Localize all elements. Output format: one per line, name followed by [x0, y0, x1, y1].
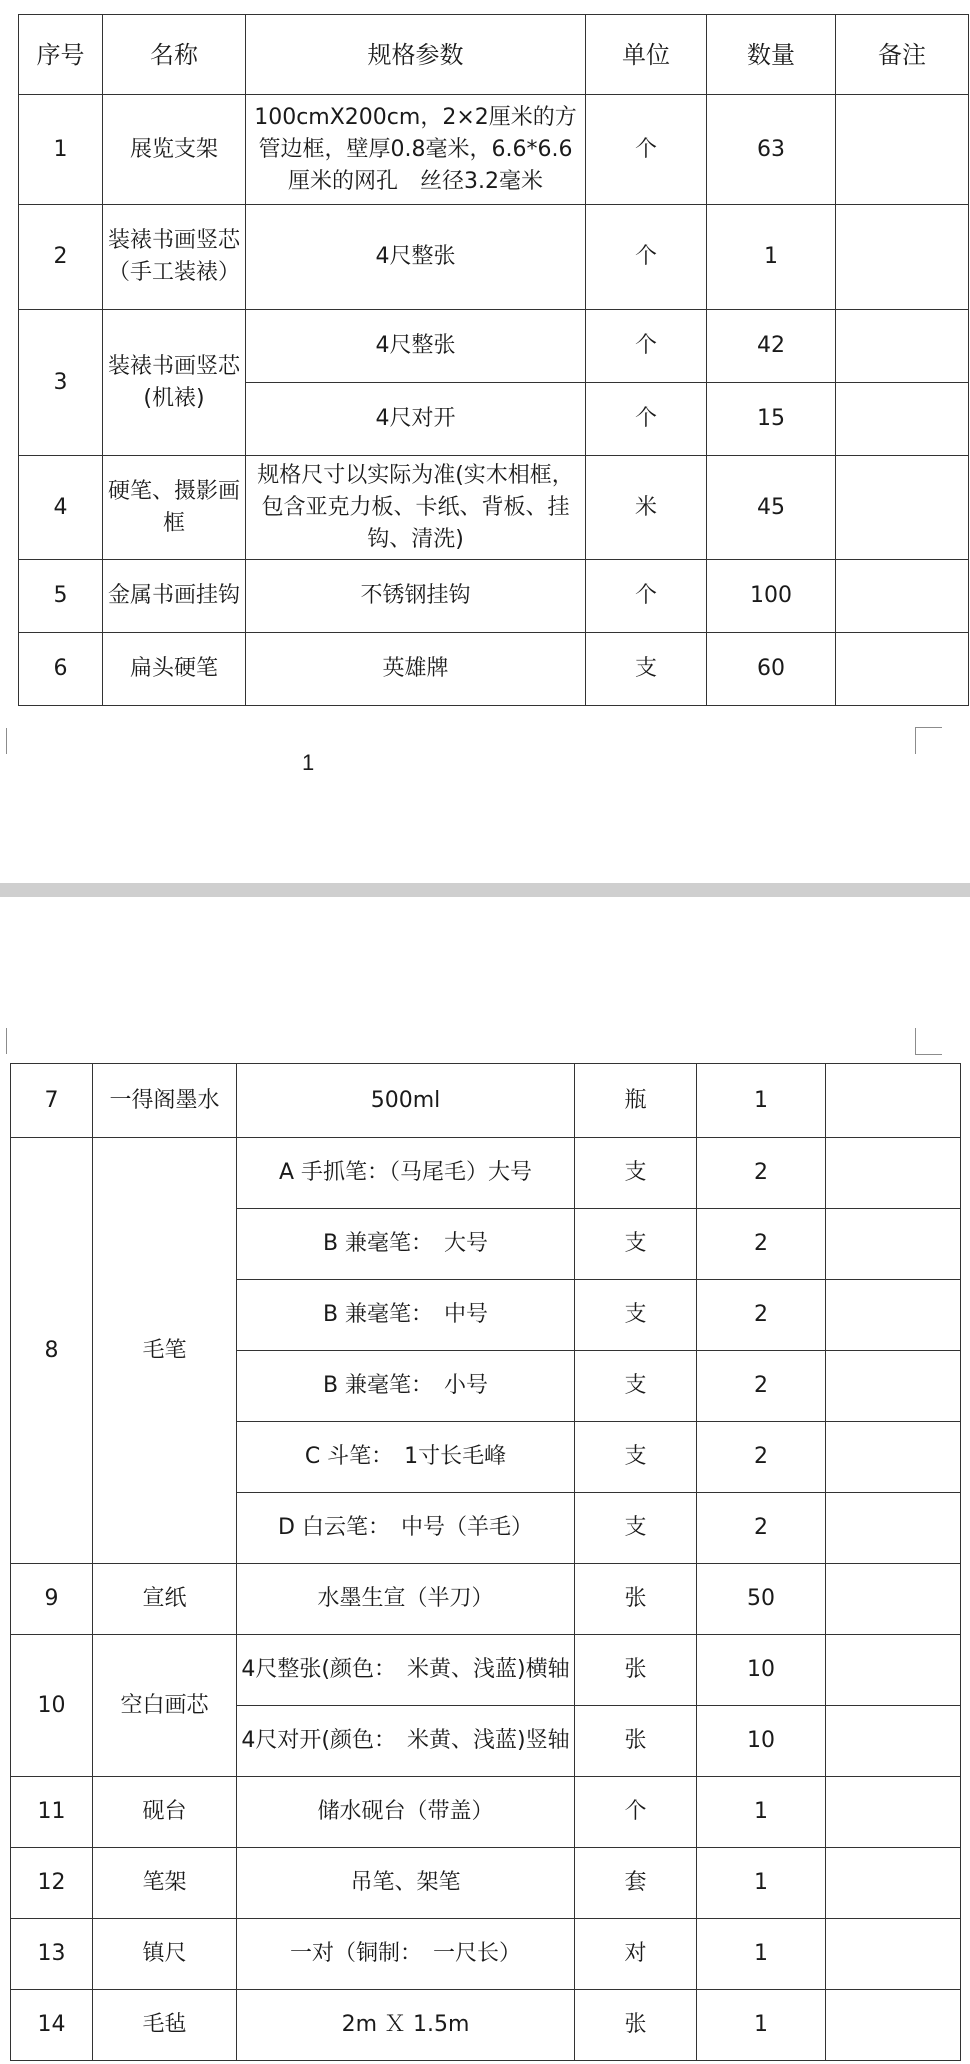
cell-quantity: 2	[697, 1493, 826, 1564]
cell-name: 展览支架	[103, 95, 246, 205]
cell-name: 扁头硬笔	[103, 633, 246, 706]
cell-quantity: 1	[697, 1064, 826, 1138]
cell-note	[836, 205, 969, 310]
table-row	[11, 1635, 961, 1706]
cell-quantity: 10	[697, 1635, 826, 1706]
cell-note	[826, 1706, 961, 1777]
cell-serial: 12	[11, 1848, 93, 1919]
cell-serial: 14	[11, 1990, 93, 2061]
cell-unit: 支	[575, 1138, 697, 1209]
cell-serial: 5	[19, 560, 103, 633]
cell-unit: 个	[586, 310, 707, 383]
cell-name: 空白画芯	[93, 1635, 237, 1777]
cell-serial: 13	[11, 1919, 93, 1990]
cell-note	[826, 1209, 961, 1280]
cell-note	[826, 1777, 961, 1848]
cell-spec: 4尺整张(颜色： 米黄、浅蓝)横轴	[237, 1635, 575, 1706]
cell-spec: 英雄牌	[246, 633, 586, 706]
cell-note	[826, 1990, 961, 2061]
table-row	[11, 1848, 961, 1919]
page-corner-mark	[915, 1028, 942, 1055]
cell-note	[826, 1635, 961, 1706]
table-row	[11, 1564, 961, 1635]
cell-quantity: 15	[707, 383, 836, 456]
page-corner-mark	[915, 727, 942, 754]
cell-unit: 支	[586, 633, 707, 706]
cell-name: 毛毡	[93, 1990, 237, 2061]
cell-unit: 支	[575, 1422, 697, 1493]
cell-spec: B 兼毫笔： 大号	[237, 1209, 575, 1280]
cell-spec: 储水砚台（带盖）	[237, 1777, 575, 1848]
page-divider	[0, 883, 970, 897]
inventory-table-page-1	[18, 14, 969, 706]
cell-note	[836, 560, 969, 633]
cell-unit: 支	[575, 1351, 697, 1422]
cell-spec: 500ml	[237, 1064, 575, 1138]
cell-serial: 11	[11, 1777, 93, 1848]
cell-quantity: 1	[697, 1990, 826, 2061]
cell-spec: A 手抓笔：（马尾毛）大号	[237, 1138, 575, 1209]
cell-unit: 个	[586, 205, 707, 310]
table-row	[19, 633, 969, 706]
cell-note	[826, 1064, 961, 1138]
cell-serial: 2	[19, 205, 103, 310]
cell-spec: 不锈钢挂钩	[246, 560, 586, 633]
cell-quantity: 1	[707, 205, 836, 310]
page-corner-mark	[0, 1028, 7, 1054]
cell-unit: 支	[575, 1209, 697, 1280]
page-corner-mark	[0, 728, 7, 754]
cell-quantity: 50	[697, 1564, 826, 1635]
cell-serial: 8	[11, 1138, 93, 1564]
cell-note	[836, 383, 969, 456]
cell-spec: D 白云笔： 中号（羊毛）	[237, 1493, 575, 1564]
cell-note	[836, 456, 969, 560]
cell-unit: 个	[586, 95, 707, 205]
cell-spec: 水墨生宣（半刀）	[237, 1564, 575, 1635]
cell-serial: 1	[19, 95, 103, 205]
cell-note	[826, 1138, 961, 1209]
cell-serial: 9	[11, 1564, 93, 1635]
table-row	[11, 1138, 961, 1209]
header-serial: 序号	[19, 15, 103, 95]
cell-quantity: 42	[707, 310, 836, 383]
cell-unit: 米	[586, 456, 707, 560]
cell-unit: 支	[575, 1493, 697, 1564]
cell-quantity: 45	[707, 456, 836, 560]
cell-unit: 张	[575, 1564, 697, 1635]
cell-spec: 4尺对开	[246, 383, 586, 456]
cell-quantity: 1	[697, 1919, 826, 1990]
cell-note	[826, 1422, 961, 1493]
table-row	[11, 1064, 961, 1138]
cell-quantity: 10	[697, 1706, 826, 1777]
cell-unit: 个	[575, 1777, 697, 1848]
cell-spec: 2m Ｘ 1.5m	[237, 1990, 575, 2061]
cell-name: 笔架	[93, 1848, 237, 1919]
cell-spec: 一对（铜制： 一尺长）	[237, 1919, 575, 1990]
cell-name: 一得阁墨水	[93, 1064, 237, 1138]
table-row	[11, 1777, 961, 1848]
cell-quantity: 2	[697, 1209, 826, 1280]
page-number: 1	[302, 750, 315, 775]
cell-quantity: 1	[697, 1848, 826, 1919]
table-row	[19, 456, 969, 560]
cell-spec: 规格尺寸以实际为准(实木相框，包含亚克力板、卡纸、背板、挂钩、清洗)	[246, 456, 586, 560]
header-spec: 规格参数	[246, 15, 586, 95]
cell-unit: 张	[575, 1990, 697, 2061]
cell-unit: 瓶	[575, 1064, 697, 1138]
cell-quantity: 2	[697, 1422, 826, 1493]
cell-unit: 对	[575, 1919, 697, 1990]
cell-spec: 100cmX200cm，2×2厘米的方管边框，壁厚0.8毫米，6.6*6.6厘米的网孔 丝径3.2毫米	[246, 95, 586, 205]
cell-note	[826, 1493, 961, 1564]
cell-unit: 支	[575, 1280, 697, 1351]
cell-quantity: 63	[707, 95, 836, 205]
header-name: 名称	[103, 15, 246, 95]
table-row	[19, 310, 969, 383]
cell-serial: 3	[19, 310, 103, 456]
cell-unit: 套	[575, 1848, 697, 1919]
table-row	[19, 95, 969, 205]
header-quantity: 数量	[707, 15, 836, 95]
cell-note	[826, 1848, 961, 1919]
inventory-table-page-2	[10, 1063, 961, 2061]
cell-note	[826, 1280, 961, 1351]
cell-quantity: 2	[697, 1138, 826, 1209]
cell-name: 硬笔、摄影画框	[103, 456, 246, 560]
cell-note	[836, 310, 969, 383]
cell-serial: 4	[19, 456, 103, 560]
header-note: 备注	[836, 15, 969, 95]
cell-note	[826, 1919, 961, 1990]
cell-name: 毛笔	[93, 1138, 237, 1564]
cell-note	[826, 1564, 961, 1635]
cell-name: 镇尺	[93, 1919, 237, 1990]
cell-unit: 个	[586, 560, 707, 633]
cell-name: 砚台	[93, 1777, 237, 1848]
table-row	[11, 1919, 961, 1990]
cell-note	[836, 633, 969, 706]
cell-spec: 4尺对开(颜色： 米黄、浅蓝)竖轴	[237, 1706, 575, 1777]
cell-name: 装裱书画竖芯(机裱)	[103, 310, 246, 456]
cell-quantity: 60	[707, 633, 836, 706]
cell-quantity: 2	[697, 1351, 826, 1422]
cell-unit: 张	[575, 1635, 697, 1706]
cell-name: 宣纸	[93, 1564, 237, 1635]
table-header-row	[19, 15, 969, 95]
cell-serial: 7	[11, 1064, 93, 1138]
cell-spec: 4尺整张	[246, 205, 586, 310]
cell-spec: 4尺整张	[246, 310, 586, 383]
cell-unit: 张	[575, 1706, 697, 1777]
cell-spec: 吊笔、架笔	[237, 1848, 575, 1919]
cell-serial: 6	[19, 633, 103, 706]
header-unit: 单位	[586, 15, 707, 95]
cell-spec: C 斗笔： 1寸长毛峰	[237, 1422, 575, 1493]
cell-name: 金属书画挂钩	[103, 560, 246, 633]
cell-quantity: 100	[707, 560, 836, 633]
table-row	[19, 205, 969, 310]
table-row	[19, 560, 969, 633]
cell-quantity: 1	[697, 1777, 826, 1848]
cell-spec: B 兼毫笔： 小号	[237, 1351, 575, 1422]
cell-quantity: 2	[697, 1280, 826, 1351]
cell-name: 装裱书画竖芯（手工装裱）	[103, 205, 246, 310]
cell-note	[826, 1351, 961, 1422]
cell-spec: B 兼毫笔： 中号	[237, 1280, 575, 1351]
table-row	[11, 1990, 961, 2061]
cell-serial: 10	[11, 1635, 93, 1777]
cell-unit: 个	[586, 383, 707, 456]
cell-note	[836, 95, 969, 205]
